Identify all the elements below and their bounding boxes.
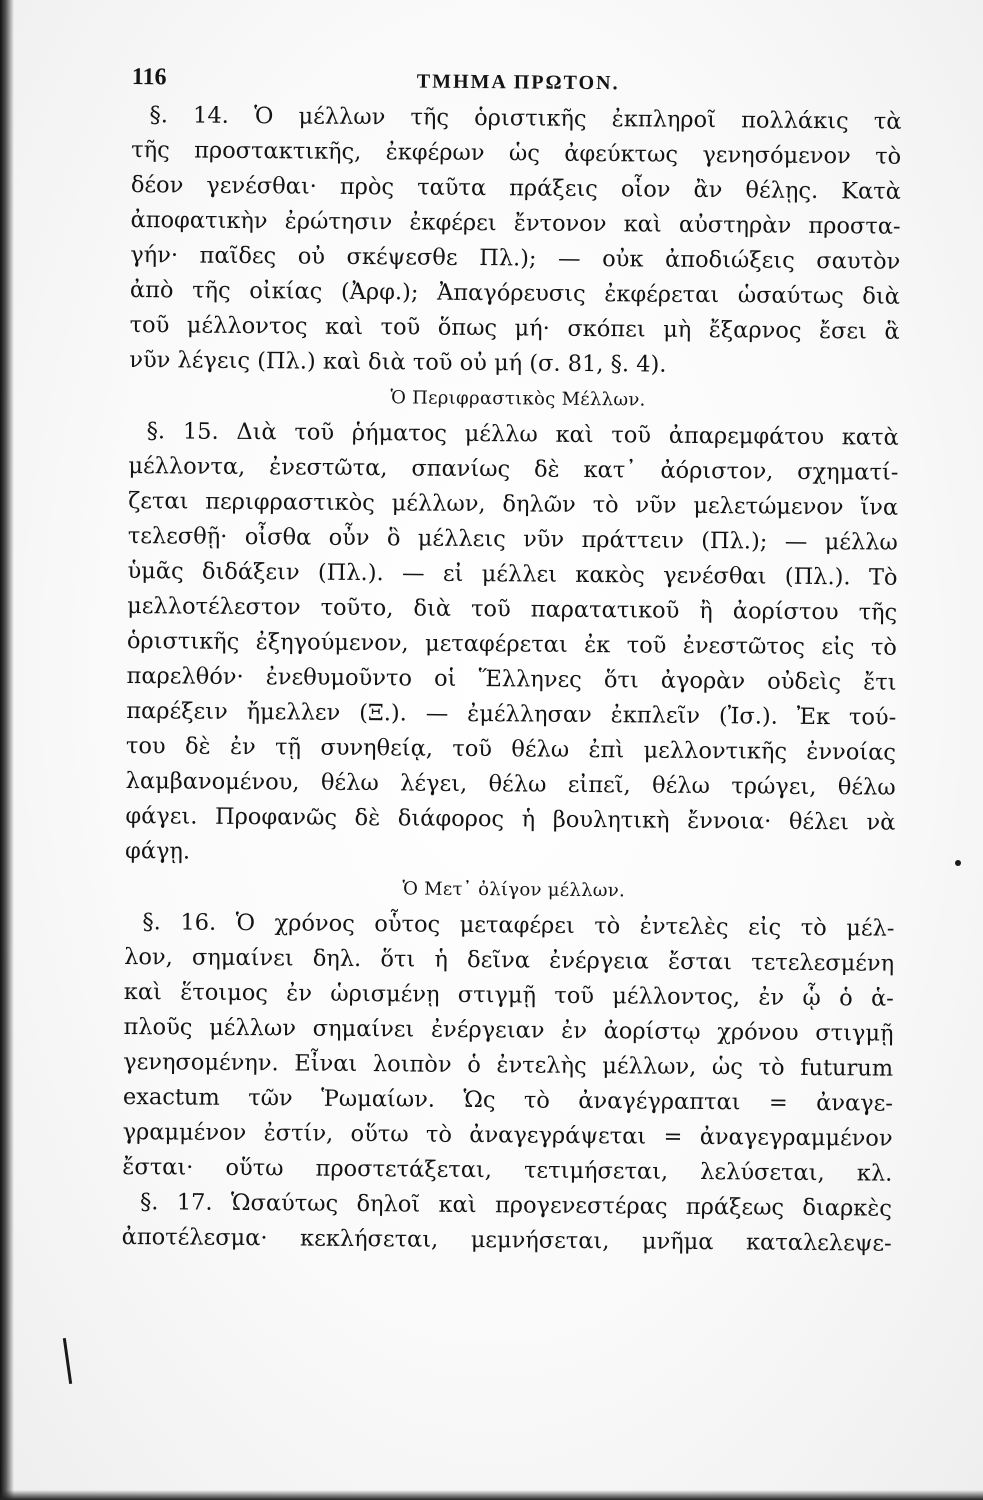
text-line: δέον γενέσθαι· πρὸς ταῦτα πράξεις οἷον ἂν θέλῃς. Κατὰ [130,171,901,205]
text-line: φάγῃ. [124,837,191,865]
text-line: μελλοτέλεστον τοῦτο, διὰ τοῦ παρατατικοῦ ἢ ἀορίστου τῆς [127,592,898,626]
text-line: ζεται περιφραστικὸς μέλλων, δηλῶν τὸ νῦν μελετώμενον ἵνα [128,487,899,521]
running-head [132,58,910,105]
text-line: φάγει. Προφανῶς δὲ διάφορος ἡ βουλητικὴ ἔννοια· θέλει νὰ [125,802,896,836]
text-line: §. 17. Ὡσαύτως δηλοῖ καὶ προγενεστέρας πράξεως διαρκὲς [139,1189,893,1222]
text-line: §. 14. Ὁ μέλλων τῆς ὁριστικῆς ἐκπληροῖ πολλάκις τὰ [149,102,902,135]
text-line: ἀπὸ τῆς οἰκίας (Ἀρφ.); Ἀπαγόρευσις ἐκφέρεται ὡσαύτως διὰ [129,276,901,310]
subsection-heading: Ὁ Μετ᾽ ὀλίγον μέλλων. [402,878,626,902]
text-line: ἔσται· οὕτω προστετάξεται, τετιμήσεται, λελύσεται, κλ. [122,1153,893,1187]
text-line: νῦν λέγεις (Πλ.) καὶ διὰ τοῦ οὐ μή (σ. 81, §. 4). [129,346,667,378]
text-line: §. 15. Διὰ τοῦ ῥήματος μέλλω καὶ τοῦ ἀπαρεμφάτου κατὰ [146,418,899,451]
text-line: τελεσθῇ· οἶσθα οὖν ὃ μέλλεις νῦν πράττειν (Πλ.); — μέλλω [127,522,898,556]
text-line: μέλλοντα, ἐνεστῶτα, σπανίως δὲ κατ᾽ ἀόριστον, σχηματί- [128,452,899,486]
text-line: ὁριστικῆς ἐξηγούμενον, μεταφέρεται ἐκ τοῦ ἐνεστῶτος εἰς τὸ [126,627,897,661]
text-line: λον, σημαίνει δηλ. ὅτι ἡ δεῖνα ἐνέργεια ἔσται τετελεσμένη [124,943,895,977]
text-line: γήν· παῖδες οὐ σκέψεσθε Πλ.); — οὐκ ἀποδιώξεις σαυτὸν [130,241,901,275]
page-number: 116 [131,63,167,91]
section-title: ΤΜΗΜΑ ΠΡΩΤΟΝ. [416,70,620,95]
text-line: ἀποφατικὴν ἐρώτησιν ἐκφέρει ἔντονον καὶ αὐστηρὰν προστα- [130,206,901,240]
text-line: λαμβανομένου, θέλω λέγει, θέλω εἰπεῖ, θέλω τρώγει, θέλω [125,767,896,801]
text-line: του δὲ ἐν τῇ συνηθείᾳ, τοῦ θέλω ἐπὶ μελλοντικῆς ἐννοίας [125,732,897,766]
text-line: ἀποτέλεσμα· κεκλήσεται, μεμνήσεται, μνῆμα καταλελεψε- [121,1223,892,1257]
ink-speck [955,860,961,866]
text-line: exactum τῶν Ῥωμαίων. Ὡς τὸ ἀναγέγραπται = ἀναγε- [122,1083,894,1117]
binding-mark [63,1338,72,1384]
text-line: §. 16. Ὁ χρόνος οὗτος μεταφέρει τὸ ἐντελὲς εἰς τὸ μέλ- [142,909,895,942]
text-line: τῆς προστακτικῆς, ἐκφέρων ὡς ἀφεύκτως γενησόμενον τὸ [131,136,902,170]
text-line: γενησομένην. Εἶναι λοιπὸν ὁ ἐντελὴς μέλλων, ὡς τὸ futurum [123,1048,894,1082]
text-line: γραμμένον ἐστίν, οὕτω τὸ ἀναγεγράψεται = ἀναγεγραμμένον [122,1118,893,1152]
text-line: καὶ ἕτοιμος ἐν ὡρισμένῃ στιγμῇ τοῦ μέλλοντος, ἐν ᾧ ὁ ἁ- [123,978,894,1012]
page-text-block [122,58,910,1262]
subsection-heading: Ὁ Περιφραστικὸς Μέλλων. [390,387,646,411]
text-line: παρέξειν ἤμελλεν (Ξ.). — ἐμέλλησαν ἐκπλεῖν (Ἰσ.). Ἐκ τού- [126,697,897,731]
text-line: ὑμᾶς διδάξειν (Πλ.). — εἰ μέλλει κακὸς γενέσθαι (Πλ.). Τὸ [127,557,898,591]
text-line: πλοῦς μέλλων σημαίνει ἐνέργειαν ἐν ἀορίστῳ χρόνου στιγμῇ [123,1013,894,1047]
text-lines [122,98,910,1262]
text-line: παρελθόν· ἐνεθυμοῦντο οἱ Ἕλληνες ὅτι ἀγορὰν οὐδεὶς ἔτι [126,662,897,696]
text-line: τοῦ μέλλοντος καὶ τοῦ ὅπως μή· σκόπει μὴ ἔξαρνος ἔσει ἃ [129,311,900,345]
